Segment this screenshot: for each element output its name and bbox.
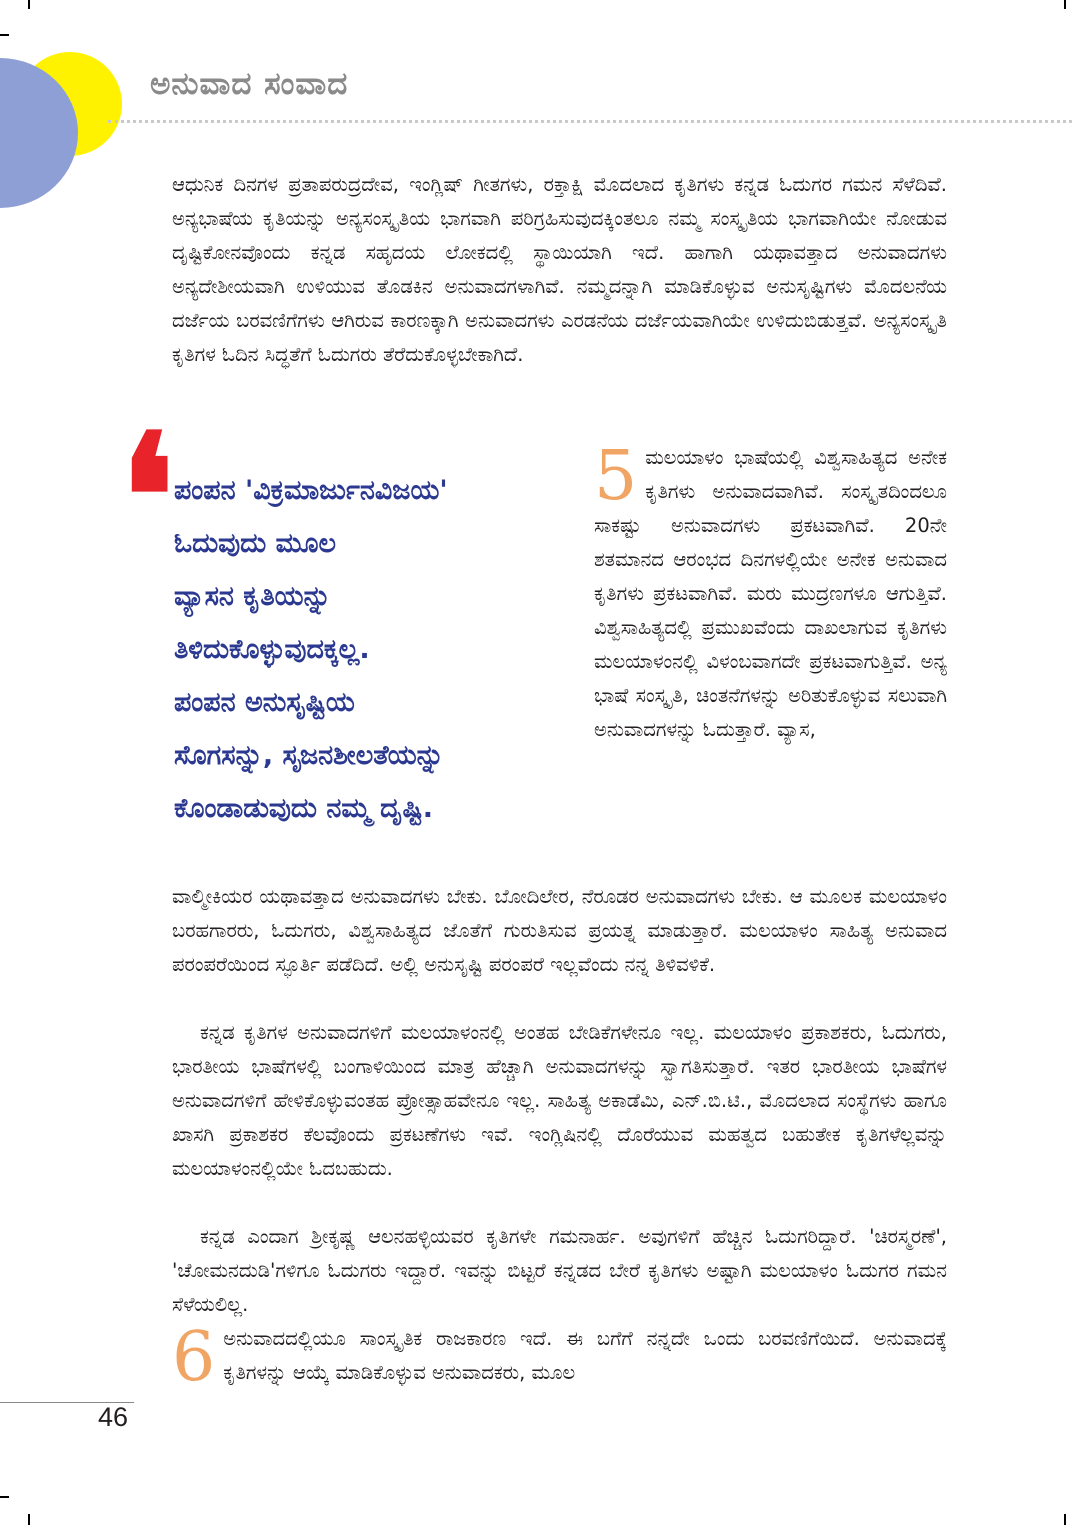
pull-quote-line: ತಿಳಿದುಕೊಳ್ಳುವುದಕ್ಕಲ್ಲ. xyxy=(174,634,370,665)
body-paragraph-4: ಕನ್ನಡ ಎಂದಾಗ ಶ್ರೀಕೃಷ್ಣ ಆಲನಹಳ್ಳಿಯವರ ಕೃತಿಗಳೇ ಗಮನಾರ್ಹ. ಅವುಗಳಿಗೆ ಹೆಚ್ಚಿನ ಓದುಗರಿದ್ದಾರೆ. 'ಚಿರಸ್ಮರಣೆ', 'ಚೋಮನದುಡಿ'ಗಳಿಗೂ ಓದುಗರು ಇದ್ದಾರೆ. ಇವನ್ನು ಬಿಟ್ಟರೆ ಕನ್ನಡದ ಬೇರೆ ಕೃತಿಗಳು ಅಷ್ಟಾಗಿ ಮಲಯಾಳಂ ಓದುಗರ ಗಮನ ಸೆಳೆಯಲಿಲ್ಲ. xyxy=(172,1225,947,1316)
pull-quote xyxy=(174,464,574,835)
crop-mark xyxy=(0,1496,9,1498)
pull-quote-line: ಸೊಗಸನ್ನು, ಸೃಜನಶೀಲತೆಯನ್ನು xyxy=(174,740,444,771)
body-paragraph-1: ಆಧುನಿಕ ದಿನಗಳ ಪ್ರತಾಪರುದ್ರದೇವ, ಇಂಗ್ಲಿಷ್ ಗೀತಗಳು, ರಕ್ತಾಕ್ಷಿ ಮೊದಲಾದ ಕೃತಿಗಳು ಕನ್ನಡ ಓದುಗರ ಗಮನ ಸೆಳೆದಿವೆ. ಅನ್ಯಭಾಷೆಯ ಕೃತಿಯನ್ನು ಅನ್ಯಸಂಸ್ಕೃತಿಯ ಭಾಗವಾಗಿ ಪರಿಗ್ರಹಿಸುವುದಕ್ಕಿಂತಲೂ ನಮ್ಮ ಸಂಸ್ಕೃತಿಯ ಭಾಗವಾಗಿಯೇ ನೋಡುವ ದೃಷ್ಟಿಕೋನವೊಂದು ಕನ್ನಡ ಸಹೃದಯ ಲೋಕದಲ್ಲಿ ಸ್ಥಾಯಿಯಾಗಿ ಇದೆ. ಹಾಗಾಗಿ ಯಥಾವತ್ತಾದ ಅನುವಾದಗಳು ಅನ್ಯದೇಶೀಯವಾಗಿ ಉಳಿಯುವ ತೊಡಕಿನ ಅನುವಾದಗಳಾಗಿವೆ. ನಮ್ಮದನ್ನಾಗಿ ಮಾಡಿಕೊಳ್ಳುವ ಅನುಸೃಷ್ಟಿಗಳು ಮೊದಲನೆಯ ದರ್ಜೆಯ ಬರವಣಿಗೆಗಳು ಆಗಿರುವ ಕಾರಣಕ್ಕಾಗಿ ಅನುವಾದಗಳು ಎರಡನೆಯ ದರ್ಜೆಯವಾಗಿಯೇ ಉಳಿದುಬಿಡುತ್ತವೆ. ಅನ್ಯಸಂಸ್ಕೃತಿ ಕೃತಿಗಳ ಓದಿನ ಸಿದ್ಧತೆಗೆ ಓದುಗರು ತೆರೆದುಕೊಳ್ಳಬೇಕಾಗಿದೆ. xyxy=(172,173,947,366)
section-6-number: 6 xyxy=(172,1318,216,1397)
crop-mark xyxy=(0,34,9,36)
crop-mark xyxy=(1064,1514,1066,1525)
quote-mark-icon: ❛ xyxy=(120,397,175,597)
section-6-text: ಅನುವಾದದಲ್ಲಿಯೂ ಸಾಂಸ್ಕೃತಿಕ ರಾಜಕಾರಣ ಇದೆ. ಈ ಬಗೆಗೆ ನನ್ನದೇ ಒಂದು ಬರವಣಿಗೆಯಿದೆ. ಅನುವಾದಕ್ಕೆ ಕೃತಿಗಳನ್ನು ಆಯ್ಕೆ ಮಾಡಿಕೊಳ್ಳುವ ಅನುವಾದಕರು, ಮೂಲ xyxy=(223,1327,947,1384)
crop-mark xyxy=(28,1514,30,1525)
pull-quote-line: ವ್ಯಾಸನ ಕೃತಿಯನ್ನು xyxy=(174,581,331,612)
page-number: 46 xyxy=(98,1402,129,1432)
crop-mark xyxy=(1064,0,1066,9)
body-paragraph-3: ಕನ್ನಡ ಕೃತಿಗಳ ಅನುವಾದಗಳಿಗೆ ಮಲಯಾಳಂನಲ್ಲಿ ಅಂತಹ ಬೇಡಿಕೆಗಳೇನೂ ಇಲ್ಲ. ಮಲಯಾಳಂ ಪ್ರಕಾಶಕರು, ಓದುಗರು, ಭಾರತೀಯ ಭಾಷೆಗಳಲ್ಲಿ ಬಂಗಾಳಿಯಿಂದ ಮಾತ್ರ ಹೆಚ್ಚಾಗಿ ಅನುವಾದಗಳನ್ನು ಸ್ವಾಗತಿಸುತ್ತಾರೆ. ಇತರ ಭಾರತೀಯ ಭಾಷೆಗಳ ಅನುವಾದಗಳಿಗೆ ಹೇಳಿಕೊಳ್ಳುವಂತಹ ಪ್ರೋತ್ಸಾಹವೇನೂ ಇಲ್ಲ. ಸಾಹಿತ್ಯ ಅಕಾಡೆಮಿ, ಎನ್.ಬಿ.ಟಿ., ಮೊದಲಾದ ಸಂಸ್ಥೆಗಳು ಹಾಗೂ ಖಾಸಗಿ ಪ್ರಕಾಶಕರ ಕೆಲವೊಂದು ಪ್ರಕಟಣೆಗಳು ಇವೆ. ಇಂಗ್ಲಿಷಿನಲ್ಲಿ ದೊರೆಯುವ ಮಹತ್ವದ ಬಹುತೇಕ ಕೃತಿಗಳೆಲ್ಲವನ್ನು ಮಲಯಾಳಂನಲ್ಲಿಯೇ ಓದಬಹುದು. xyxy=(172,1021,947,1180)
header-dotted-rule xyxy=(108,120,1072,123)
running-head: ಅನುವಾದ ಸಂವಾದ xyxy=(150,66,349,102)
section-5-continuation: ವಾಲ್ಮೀಕಿಯರ ಯಥಾವತ್ತಾದ ಅನುವಾದಗಳು ಬೇಕು. ಬೋದಿಲೇರ, ನೆರೂಡರ ಅನುವಾದಗಳು ಬೇಕು. ಆ ಮೂಲಕ ಮಲಯಾಳಂ ಬರಹಗಾರರು, ಓದುಗರು, ವಿಶ್ವಸಾಹಿತ್ಯದ ಜೊತೆಗೆ ಗುರುತಿಸುವ ಪ್ರಯತ್ನ ಮಾಡುತ್ತಾರೆ. ಮಲಯಾಳಂ ಸಾಹಿತ್ಯ ಅನುವಾದ ಪರಂಪರೆಯಿಂದ ಸ್ಫೂರ್ತಿ ಪಡೆದಿದೆ. ಅಲ್ಲಿ ಅನುಸೃಷ್ಟಿ ಪರಂಪರೆ ಇಲ್ಲವೆಂದು ನನ್ನ ತಿಳಿವಳಿಕೆ. xyxy=(172,885,947,976)
section-5-column xyxy=(594,437,947,747)
crop-mark xyxy=(28,0,30,9)
section-6-paragraph xyxy=(172,1318,947,1397)
section-5-text: ಮಲಯಾಳಂ ಭಾಷೆಯಲ್ಲಿ ವಿಶ್ವಸಾಹಿತ್ಯದ ಅನೇಕ ಕೃತಿಗಳು ಅನುವಾದವಾಗಿವೆ. ಸಂಸ್ಕೃತದಿಂದಲೂ ಸಾಕಷ್ಟು ಅನುವಾದಗಳು ಪ್ರಕಟವಾಗಿವೆ. 20ನೇ ಶತಮಾನದ ಆರಂಭದ ದಿನಗಳಲ್ಲಿಯೇ ಅನೇಕ ಅನುವಾದ ಕೃತಿಗಳು ಪ್ರಕಟವಾಗಿವೆ. ಮರು ಮುದ್ರಣಗಳೂ ಆಗುತ್ತಿವೆ. ವಿಶ್ವಸಾಹಿತ್ಯದಲ್ಲಿ ಪ್ರಮುಖವೆಂದು ದಾಖಲಾಗುವ ಕೃತಿಗಳು ಮಲಯಾಳಂನಲ್ಲಿ ವಿಳಂಬವಾಗದೇ ಪ್ರಕಟವಾಗುತ್ತಿವೆ. ಅನ್ಯ ಭಾಷೆ ಸಂಸ್ಕೃತಿ, ಚಿಂತನೆಗಳನ್ನು ಅರಿತುಕೊಳ್ಳುವ ಸಲುವಾಗಿ ಅನುವಾದಗಳನ್ನು ಓದುತ್ತಾರೆ. ವ್ಯಾಸ, xyxy=(594,446,947,741)
pull-quote-line: ಕೊಂಡಾಡುವುದು ನಮ್ಮ ದೃಷ್ಟಿ. xyxy=(174,793,434,824)
pull-quote-line: ಓದುವುದು ಮೂಲ xyxy=(174,528,337,559)
section-5-number: 5 xyxy=(594,437,638,516)
pull-quote-line: ಪಂಪನ 'ವಿಕ್ರಮಾರ್ಜುನವಿಜಯ' xyxy=(174,475,448,506)
pull-quote-line: ಪಂಪನ ಅನುಸೃಷ್ಟಿಯ xyxy=(174,687,355,718)
